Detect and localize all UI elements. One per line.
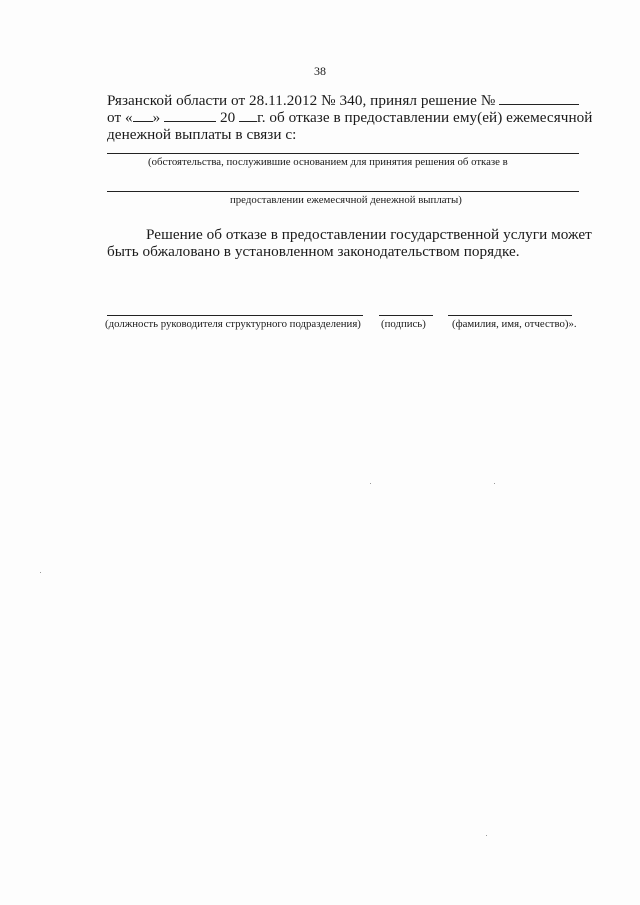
scan-speck bbox=[40, 572, 41, 573]
year-field[interactable] bbox=[239, 109, 257, 122]
position-signature-line[interactable] bbox=[107, 315, 363, 316]
day-field[interactable] bbox=[133, 109, 153, 122]
month-field[interactable] bbox=[164, 109, 216, 122]
decision-line-1-text: Рязанской области от 28.11.2012 № 340, принял решение № bbox=[107, 92, 496, 109]
circumstances-caption-2: предоставлении ежемесячной денежной выплаты) bbox=[230, 194, 462, 206]
scan-speck bbox=[486, 835, 487, 836]
refusal-text: г. об отказе в предоставлении ему(ей) ежемесячной bbox=[257, 109, 593, 126]
circumstances-caption-1: (обстоятельства, послужившие основанием для принятия решения об отказе в bbox=[148, 156, 508, 168]
full-name-caption: (фамилия, имя, отчество)». bbox=[452, 318, 577, 330]
decision-line-1 bbox=[107, 92, 579, 110]
appeal-paragraph-line-2: быть обжаловано в установленном законодательством порядке. bbox=[107, 243, 520, 260]
decision-number-field[interactable] bbox=[499, 92, 579, 105]
year-prefix: 20 bbox=[220, 109, 236, 126]
scan-speck bbox=[370, 483, 371, 484]
signature-line[interactable] bbox=[379, 315, 433, 316]
full-name-line[interactable] bbox=[448, 315, 572, 316]
circumstances-blank-2[interactable] bbox=[107, 191, 579, 192]
decision-line-3: денежной выплаты в связи с: bbox=[107, 126, 297, 143]
decision-line-2 bbox=[107, 109, 592, 127]
signature-caption: (подпись) bbox=[381, 318, 426, 330]
page-number: 38 bbox=[314, 64, 326, 78]
appeal-paragraph-line-1: Решение об отказе в предоставлении государственной услуги может bbox=[146, 226, 592, 243]
date-prefix: от « bbox=[107, 109, 133, 126]
date-quote-close: » bbox=[152, 109, 161, 126]
position-caption: (должность руководителя структурного подразделения) bbox=[105, 318, 361, 330]
circumstances-blank-1[interactable] bbox=[107, 153, 579, 154]
scan-speck bbox=[494, 483, 495, 484]
